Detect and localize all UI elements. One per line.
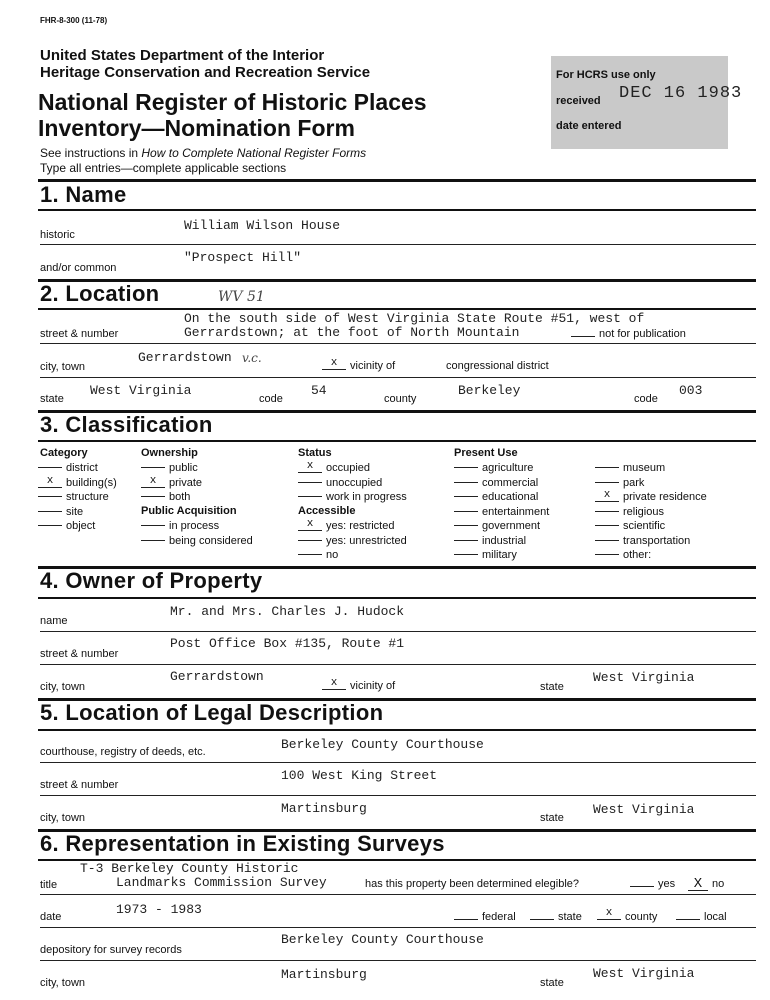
county-level-label: county [625, 911, 658, 923]
present-use-label: museum [623, 462, 666, 474]
category-label: site [66, 505, 84, 518]
status-heading: Status [298, 447, 332, 459]
level-county [597, 907, 658, 925]
present-use-option[interactable] [454, 491, 538, 503]
present-use-label: park [623, 476, 645, 489]
present-use-checkbox[interactable] [454, 467, 478, 468]
acquisition-checkbox[interactable] [141, 540, 165, 541]
accessible-heading: Accessible [298, 505, 356, 517]
present-use-label: military [482, 549, 517, 561]
present-use-heading: Present Use [454, 447, 518, 459]
status-label: unoccupied [326, 476, 383, 489]
category-checkbox[interactable] [38, 496, 62, 497]
common-name-label: and/or common [40, 262, 117, 274]
depository-value: Berkeley County Courthouse [281, 932, 484, 947]
survey-state: West Virginia [593, 966, 695, 981]
local-level-blank[interactable] [676, 919, 700, 920]
ownership-checkbox[interactable]: x [141, 476, 165, 488]
not-for-publication-label: not for publication [599, 328, 686, 340]
survey-title-line1: T-3 Berkeley County Historic [80, 861, 299, 876]
survey-date: 1973 - 1983 [116, 902, 202, 917]
present-use-option[interactable] [454, 462, 533, 474]
present-use-option[interactable] [454, 520, 540, 532]
owner-state-label: state [540, 681, 564, 693]
ownership-option[interactable] [141, 462, 198, 474]
congressional-district-label: congressional district [446, 360, 549, 372]
owner-vicinity-label: vicinity of [350, 680, 396, 692]
hcrs-date-entered-label: date entered [556, 120, 622, 132]
present-use-checkbox[interactable] [595, 540, 619, 541]
county-level-blank[interactable]: x [597, 908, 621, 920]
depository-label: depository for survey records [40, 944, 182, 956]
historic-name: William Wilson House [184, 218, 341, 233]
category-label: district [66, 462, 98, 474]
category-checkbox[interactable]: x [38, 476, 62, 488]
instructions-line [40, 146, 366, 160]
state-label: state [40, 393, 64, 405]
legal-state-label: state [540, 812, 564, 824]
survey-city-label: city, town [40, 977, 86, 989]
present-use-option[interactable] [595, 506, 664, 518]
acquisition-checkbox[interactable] [141, 525, 165, 526]
instructions-title: How to Complete National Register Forms [141, 146, 367, 160]
present-use-label: industrial [482, 534, 527, 547]
category-option[interactable] [38, 474, 117, 491]
historic-label: historic [40, 229, 75, 241]
status-option[interactable] [298, 491, 407, 503]
hcrs-box-title: For HCRS use only [556, 69, 656, 81]
category-label: object [66, 520, 96, 532]
state-level-label: state [558, 911, 582, 923]
location-street-line2: Gerrardstown; at the foot of North Mountain [184, 325, 520, 340]
status-label: work in progress [326, 491, 407, 503]
hcrs-received-stamp: DEC 16 1983 [619, 84, 743, 103]
department-name: United States Department of the Interior [40, 47, 325, 64]
owner-name-line [40, 631, 756, 632]
form-title-line2: Inventory—Nomination Form [38, 115, 355, 141]
federal-label: federal [482, 911, 516, 923]
present-use-label: other: [623, 549, 652, 561]
status-label: occupied [326, 462, 371, 474]
legal-street-line [40, 795, 756, 796]
present-use-checkbox[interactable] [454, 482, 478, 483]
present-use-label: agriculture [482, 462, 534, 474]
present-use-label: entertainment [482, 505, 550, 518]
ownership-label: public [169, 462, 198, 474]
acquisition-heading: Public Acquisition [141, 505, 237, 517]
category-checkbox[interactable] [38, 525, 62, 526]
present-use-option[interactable] [454, 535, 526, 547]
county-code-label: code [634, 393, 658, 405]
section-6-title: 6. Representation in Existing Surveys [40, 831, 445, 856]
form-id: FHR-8-300 (11-78) [40, 16, 108, 25]
ownership-option[interactable] [141, 474, 203, 491]
acquisition-label: being considered [169, 534, 253, 547]
form-title-line1: National Register of Historic Places [38, 89, 427, 115]
category-option[interactable] [38, 520, 95, 532]
section-5-title: 5. Location of Legal Description [40, 700, 384, 725]
location-city: Gerrardstown [138, 350, 232, 365]
present-use-label: scientific [623, 520, 666, 532]
owner-vicinity-blank[interactable]: x [322, 678, 346, 690]
location-vicinity [322, 357, 396, 374]
instructions-line2: Type all entries—complete applicable sections [40, 161, 287, 175]
section-4-title: 4. Owner of Property [40, 568, 263, 593]
category-option[interactable] [38, 506, 83, 518]
city-line [40, 377, 756, 378]
status-checkbox[interactable] [298, 496, 322, 497]
present-use-option[interactable] [454, 477, 538, 489]
determined-no [688, 878, 724, 891]
present-use-checkbox[interactable] [595, 467, 619, 468]
determined-yes [630, 878, 675, 890]
accessible-option[interactable] [298, 535, 407, 547]
owner-city-label: city, town [40, 681, 86, 693]
local-level-label: local [704, 911, 727, 923]
state-level-blank[interactable] [530, 919, 554, 920]
ownership-checkbox[interactable] [141, 467, 165, 468]
common-name: "Prospect Hill" [184, 250, 302, 265]
present-use-label: religious [623, 505, 664, 518]
section-3-title: 3. Classification [40, 412, 213, 437]
determined-no-label: no [712, 878, 725, 890]
category-heading: Category [40, 447, 88, 459]
category-checkbox[interactable] [38, 511, 62, 512]
accessible-checkbox[interactable] [298, 554, 322, 555]
courthouse-line [40, 762, 756, 763]
location-county: Berkeley [458, 383, 521, 398]
present-use-checkbox[interactable]: x [595, 490, 619, 502]
section-3-rule-bottom [38, 440, 756, 442]
handwritten-route-note: WV 51 [218, 289, 265, 305]
determined-yes-label: yes [658, 878, 676, 890]
federal-blank[interactable] [454, 919, 478, 920]
hcrs-received-label: received [556, 95, 601, 107]
owner-city: Gerrardstown [170, 669, 264, 684]
level-local [676, 911, 727, 923]
present-use-option[interactable] [595, 491, 707, 505]
accessible-label: no [326, 549, 339, 561]
present-use-option[interactable] [454, 506, 549, 518]
status-checkbox[interactable] [298, 482, 322, 483]
determined-question: has this property been determined elegible? [365, 878, 580, 890]
owner-name: Mr. and Mrs. Charles J. Hudock [170, 604, 405, 619]
not-for-publication-blank[interactable] [571, 336, 595, 337]
instructions-prefix: See instructions in [40, 146, 142, 160]
historic-line [40, 244, 756, 245]
acquisition-option[interactable] [141, 535, 253, 547]
present-use-label: commercial [482, 476, 539, 489]
determined-yes-blank[interactable] [630, 886, 654, 887]
service-name: Heritage Conservation and Recreation Service [40, 64, 371, 81]
category-option[interactable] [38, 462, 98, 474]
present-use-option[interactable] [595, 462, 665, 474]
accessible-label: yes: restricted [326, 520, 395, 532]
survey-title-line [40, 894, 756, 895]
present-use-checkbox[interactable] [454, 511, 478, 512]
status-checkbox[interactable]: x [298, 461, 322, 473]
survey-city: Martinsburg [281, 967, 367, 982]
present-use-checkbox[interactable] [595, 525, 619, 526]
street-line [40, 343, 756, 344]
present-use-checkbox[interactable] [454, 540, 478, 541]
owner-vicinity [322, 677, 396, 694]
status-option[interactable] [298, 462, 370, 476]
acquisition-label: in process [169, 520, 220, 532]
category-label: structure [66, 491, 109, 503]
present-use-checkbox[interactable] [595, 554, 619, 555]
section-4-rule-bottom [38, 597, 756, 599]
depository-line [40, 960, 756, 961]
ownership-heading: Ownership [141, 447, 198, 459]
category-label: building(s) [66, 476, 117, 489]
present-use-option[interactable] [595, 520, 665, 532]
owner-name-label: name [40, 615, 68, 627]
present-use-label: transportation [623, 534, 691, 547]
legal-street-label: street & number [40, 779, 119, 791]
present-use-checkbox[interactable] [454, 496, 478, 497]
present-use-option[interactable] [595, 549, 651, 561]
present-use-label: private residence [623, 491, 707, 503]
not-for-publication [571, 328, 686, 340]
street-number-label: street & number [40, 328, 119, 340]
legal-state: West Virginia [593, 802, 695, 817]
category-option[interactable] [38, 491, 109, 503]
accessible-checkbox[interactable] [298, 540, 322, 541]
location-city-handnote: v.c. [242, 351, 262, 365]
present-use-checkbox[interactable] [595, 511, 619, 512]
vicinity-label: vicinity of [350, 360, 396, 372]
ownership-checkbox[interactable] [141, 496, 165, 497]
city-town-label: city, town [40, 361, 86, 373]
ownership-label: private [169, 476, 203, 489]
legal-street: 100 West King Street [281, 768, 438, 783]
present-use-option[interactable] [595, 535, 690, 547]
level-federal [454, 911, 516, 923]
present-use-checkbox[interactable] [454, 525, 478, 526]
owner-street: Post Office Box #135, Route #1 [170, 636, 405, 651]
survey-title-line2: Landmarks Commission Survey [116, 875, 327, 890]
county-code: 003 [679, 383, 703, 398]
section-2-rule-bottom [38, 308, 756, 310]
accessible-checkbox[interactable]: x [298, 519, 322, 531]
present-use-checkbox[interactable] [595, 482, 619, 483]
legal-city-label: city, town [40, 812, 86, 824]
owner-street-line [40, 664, 756, 665]
ownership-option[interactable] [141, 491, 190, 503]
section-1-rule [38, 179, 756, 182]
accessible-option[interactable] [298, 549, 338, 561]
county-label: county [384, 393, 417, 405]
present-use-checkbox[interactable] [454, 554, 478, 555]
category-checkbox[interactable] [38, 467, 62, 468]
courthouse-label: courthouse, registry of deeds, etc. [40, 746, 206, 758]
survey-title-label: title [40, 879, 58, 891]
present-use-label: government [482, 520, 541, 532]
present-use-label: educational [482, 491, 539, 503]
state-code-label: code [259, 393, 283, 405]
survey-date-label: date [40, 911, 62, 923]
accessible-option[interactable] [298, 520, 394, 534]
determined-no-blank[interactable]: X [688, 879, 708, 891]
location-street-line1: On the south side of West Virginia State Route #51, west of [184, 311, 645, 326]
legal-city: Martinsburg [281, 801, 367, 816]
section-1-title: 1. Name [40, 182, 127, 207]
level-state [530, 911, 582, 923]
accessible-label: yes: unrestricted [326, 534, 407, 547]
vicinity-blank[interactable]: x [322, 358, 346, 370]
owner-street-label: street & number [40, 648, 119, 660]
owner-state: West Virginia [593, 670, 695, 685]
location-state: West Virginia [90, 383, 192, 398]
acquisition-option[interactable] [141, 520, 219, 532]
section-5-rule-bottom [38, 729, 756, 731]
ownership-label: both [169, 491, 191, 503]
state-code: 54 [311, 383, 327, 398]
survey-date-line [40, 927, 756, 928]
section-2-title: 2. Location [40, 281, 160, 306]
present-use-option[interactable] [595, 477, 644, 489]
survey-state-label: state [540, 977, 564, 989]
courthouse-value: Berkeley County Courthouse [281, 737, 484, 752]
present-use-option[interactable] [454, 549, 517, 561]
section-1-rule-bottom [38, 209, 756, 211]
status-option[interactable] [298, 477, 382, 489]
